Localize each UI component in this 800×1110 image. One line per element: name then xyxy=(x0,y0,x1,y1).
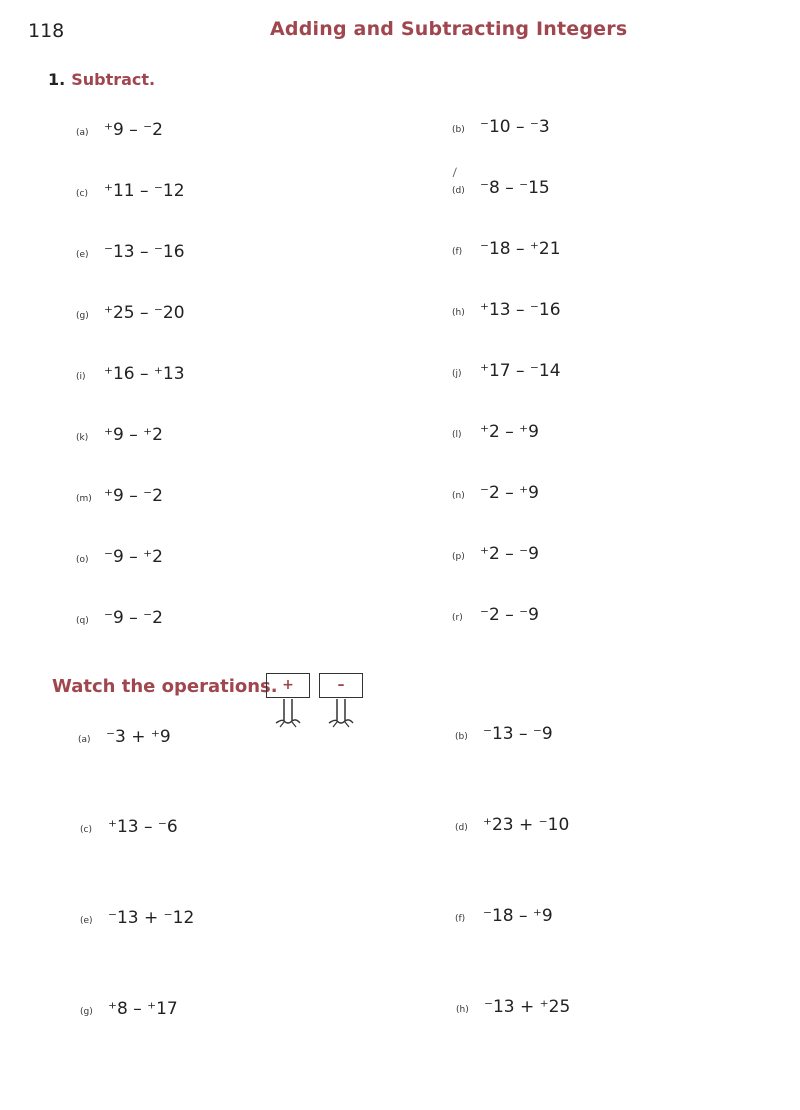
problem-label: (f) xyxy=(452,247,463,257)
problem-expression: ⁻13 – ⁻9 xyxy=(483,724,553,744)
page-number: 118 xyxy=(28,20,65,42)
problem-1c xyxy=(76,181,185,201)
problem-expression: ⁺9 – ⁺2 xyxy=(104,425,163,445)
problem-expression: ⁺2 – ⁺9 xyxy=(480,422,539,442)
problem-expression: ⁺13 – ⁻16 xyxy=(480,300,561,320)
problem-expression: ⁻9 – ⁺2 xyxy=(104,547,163,567)
problem-label: (n) xyxy=(452,491,465,501)
problem-label: (e) xyxy=(80,916,93,926)
problem-2e xyxy=(80,908,194,928)
problem-expression: ⁻9 – ⁻2 xyxy=(104,608,163,628)
problem-expression: ⁺9 – ⁻2 xyxy=(104,486,163,506)
problem-2d xyxy=(455,815,569,835)
problem-expression: ⁺25 – ⁻20 xyxy=(104,303,185,323)
problem-label: (g) xyxy=(76,311,89,321)
problem-1q xyxy=(76,608,163,628)
problem-label: (a) xyxy=(78,735,91,745)
problem-2f xyxy=(455,906,553,926)
plus-sign-board xyxy=(266,673,310,698)
problem-label: (m) xyxy=(76,494,92,504)
problem-2b xyxy=(455,724,553,744)
problem-2g xyxy=(80,999,178,1019)
minus-icon: – xyxy=(337,677,345,693)
problem-1m xyxy=(76,486,163,506)
sign-post-icon xyxy=(323,699,359,731)
problem-2h xyxy=(456,997,570,1017)
problem-2a xyxy=(78,727,171,747)
problem-expression: ⁻2 – ⁺9 xyxy=(480,483,539,503)
section-1-heading xyxy=(48,70,155,89)
problem-label: (c) xyxy=(80,825,92,835)
problem-expression: ⁺23 + ⁻10 xyxy=(483,815,570,835)
problem-expression: ⁻3 + ⁺9 xyxy=(106,727,171,747)
problem-1n xyxy=(452,483,539,503)
problem-expression: ⁻8 – ⁻15 xyxy=(480,178,550,198)
sign-post-icon xyxy=(270,699,306,731)
problem-label: (o) xyxy=(76,555,89,565)
problem-label: (d) xyxy=(455,823,468,833)
problem-expression: ⁻18 – ⁺9 xyxy=(483,906,553,926)
problem-label: (f) xyxy=(455,914,466,924)
problem-label: (r) xyxy=(452,613,463,623)
minus-sign-board xyxy=(319,673,363,698)
section-instruction: Subtract. xyxy=(71,70,156,89)
problem-1d xyxy=(452,178,550,198)
problem-expression: ⁻13 + ⁺25 xyxy=(484,997,571,1017)
problem-1e xyxy=(76,242,185,262)
problem-2c xyxy=(80,817,178,837)
page-title: Adding and Subtracting Integers xyxy=(270,18,628,40)
problem-1h xyxy=(452,300,561,320)
problem-expression: ⁻13 + ⁻12 xyxy=(108,908,195,928)
problem-expression: ⁻13 – ⁻16 xyxy=(104,242,185,262)
problem-1i xyxy=(76,364,185,384)
problem-1p xyxy=(452,544,539,564)
problem-expression: ⁻2 – ⁻9 xyxy=(480,605,539,625)
problem-label: (e) xyxy=(76,250,89,260)
problem-expression: ⁻18 – ⁺21 xyxy=(480,239,561,259)
problem-1j xyxy=(452,361,561,381)
problem-1a xyxy=(76,120,163,140)
problem-1o xyxy=(76,547,163,567)
problem-expression: ⁺11 – ⁻12 xyxy=(104,181,185,201)
problem-label: (j) xyxy=(452,369,462,379)
problem-label: (b) xyxy=(452,125,465,135)
plus-icon: + xyxy=(282,677,294,693)
stray-mark: | xyxy=(451,166,459,179)
problem-label: (q) xyxy=(76,616,89,626)
problem-1b xyxy=(452,117,550,137)
problem-expression: ⁺8 – ⁺17 xyxy=(108,999,178,1019)
problem-1l xyxy=(452,422,539,442)
problem-label: (h) xyxy=(456,1005,469,1015)
problem-label: (k) xyxy=(76,433,89,443)
problem-expression: ⁻10 – ⁻3 xyxy=(480,117,550,137)
problem-1k xyxy=(76,425,163,445)
problem-label: (d) xyxy=(452,186,465,196)
problem-expression: ⁺2 – ⁻9 xyxy=(480,544,539,564)
problem-1f xyxy=(452,239,561,259)
problem-expression: ⁺17 – ⁻14 xyxy=(480,361,561,381)
problem-label: (i) xyxy=(76,372,86,382)
problem-expression: ⁺9 – ⁻2 xyxy=(104,120,163,140)
problem-label: (l) xyxy=(452,430,462,440)
problem-label: (p) xyxy=(452,552,465,562)
problem-label: (h) xyxy=(452,308,465,318)
problem-label: (b) xyxy=(455,732,468,742)
problem-label: (a) xyxy=(76,128,89,138)
problem-expression: ⁺13 – ⁻6 xyxy=(108,817,178,837)
problem-label: (g) xyxy=(80,1007,93,1017)
section-2-heading: Watch the operations. xyxy=(52,676,278,697)
problem-1g xyxy=(76,303,185,323)
problem-expression: ⁺16 – ⁺13 xyxy=(104,364,185,384)
problem-label: (c) xyxy=(76,189,88,199)
problem-1r xyxy=(452,605,539,625)
section-number: 1. xyxy=(48,70,66,89)
